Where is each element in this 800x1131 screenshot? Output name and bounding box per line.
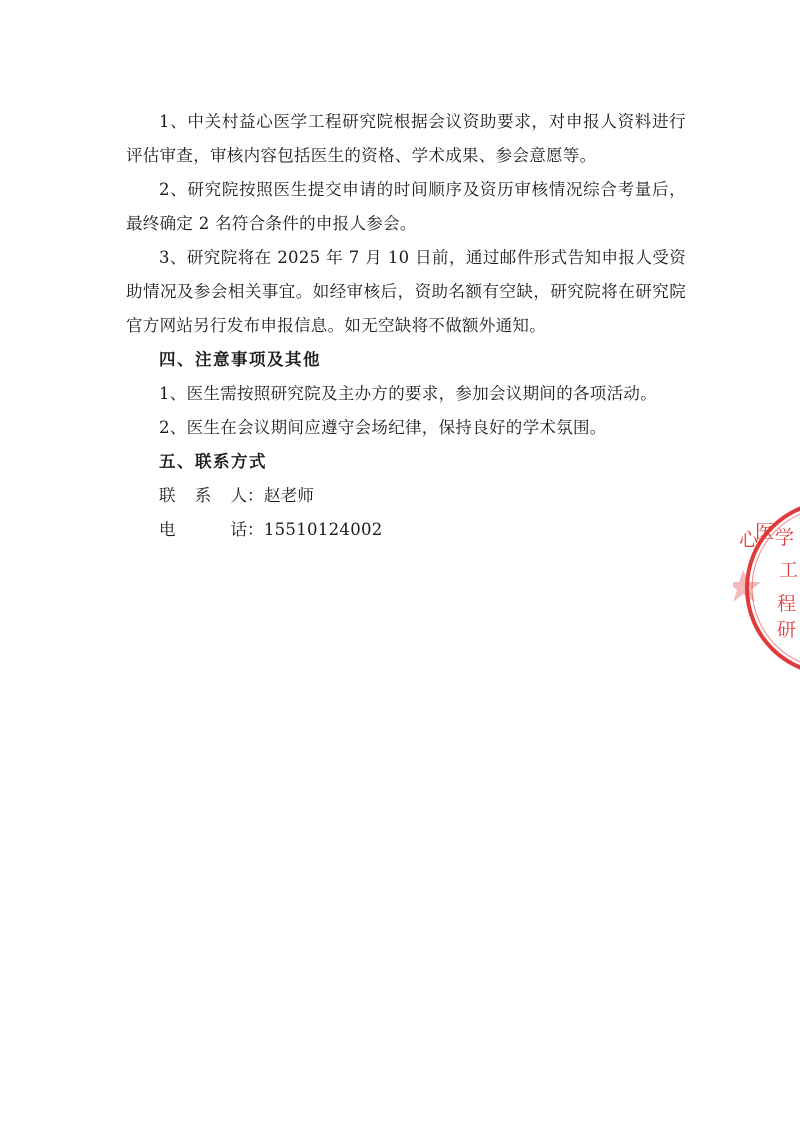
seal-char-2: 医 [755,521,775,543]
section-heading-contact: 五、联系方式 [159,452,267,471]
paragraph-notification: 3、研究院将在 2025 年 7 月 10 日前，通过邮件形式告知申报人受资助情况及参会相关事宜。如经审核后，资助名额有空缺，研究院将在研究院官方网站另行发布申报信息。如无空缺将不做额外通知。 [126,248,686,335]
section-heading-notes: 四、注意事项及其他 [159,350,321,369]
seal-char-5: 程 [777,593,797,615]
paragraph-review: 1、中关村益心医学工程研究院根据会议资助要求，对申报人资料进行评估审查，审核内容包括医生的资格、学术成果、参会意愿等。 [126,112,686,165]
paragraph-activities: 1、医生需按照研究院及主办方的要求，参加会议期间的各项活动。 [159,384,657,403]
contact-phone-value: 15510124002 [263,520,383,539]
seal-char-1: 心 [739,529,759,551]
paragraph-selection: 2、研究院按照医生提交申请的时间顺序及资历审核情况综合考量后，最终确定 2 名符合条件的申报人参会。 [126,180,686,233]
contact-person-value: 赵老师 [263,486,315,505]
contact-phone-colon: ： [247,520,264,539]
document-body [126,105,686,547]
official-seal [733,498,800,678]
contact-person-colon: ： [247,486,264,505]
contact-person-label: 联系人 [159,486,247,505]
contact-phone-row [126,513,686,547]
contact-person-row [126,479,686,513]
paragraph-discipline: 2、医生在会议期间应遵守会场纪律，保持良好的学术氛围。 [159,418,607,437]
seal-char-6: 研 [777,619,797,641]
seal-char-4: 工 [779,559,799,581]
seal-char-3: 学 [775,527,795,549]
contact-phone-label: 电话 [159,520,247,539]
